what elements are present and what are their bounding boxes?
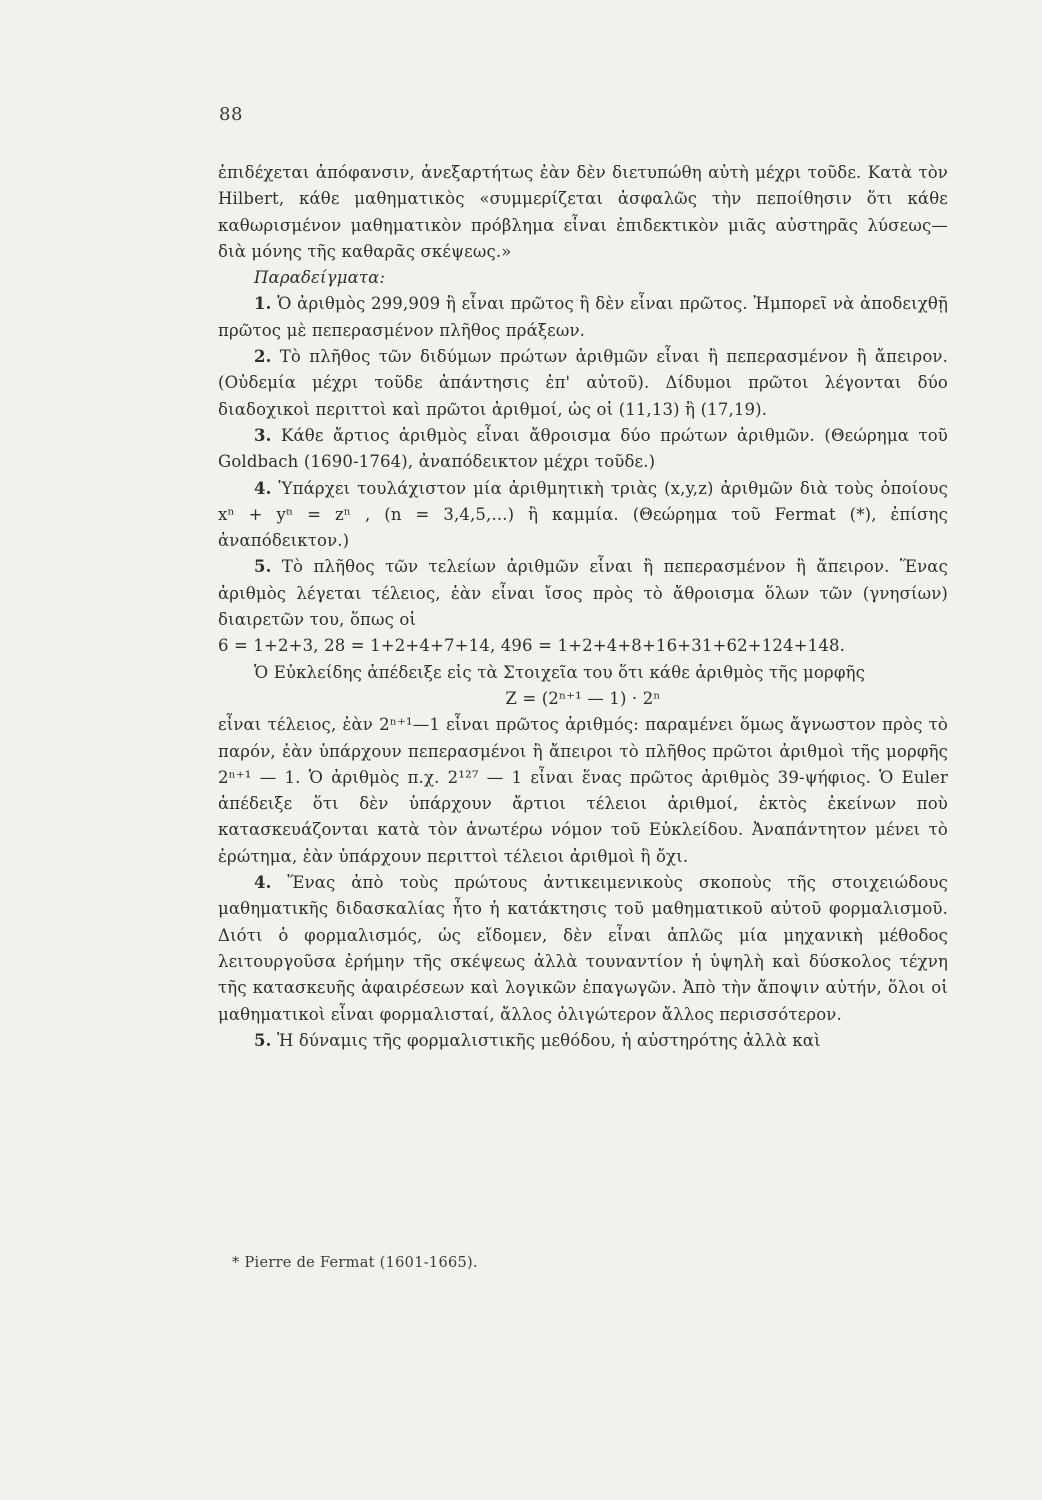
example-1-text: Ὁ ἀριθμὸς 299,909 ἢ εἶναι πρῶτος ἢ δὲν εἶναι πρῶτος. Ἠμπορεῖ νὰ ἀποδειχθῇ πρῶτος μὲ πεπερασμένον πλῆθος πράξεων. — [218, 294, 948, 340]
example-5-number: 5. — [254, 557, 272, 577]
example-5 — [218, 554, 948, 633]
section-4-text: Ἕνας ἀπὸ τοὺς πρώτους ἀντικειμενικοὺς σκοποὺς τῆς στοιχειώδους μαθηματικῆς διδασκαλίας ἦτο ἡ κατάκτησις τοῦ μαθηματικοῦ αὐτοῦ φορμαλισμοῦ. Διότι ὁ φορμαλισμός, ὡς εἴδομεν, δὲν εἶναι ἁπλῶς μία μηχανικὴ μέθοδος λειτουργοῦσα ἐρήμην τῆς σκέψεως ἀλλὰ τουναντίον ἡ ὑψηλὴ καὶ δύσκολος τέχνη τῆς κατασκευῆς ἀφαιρέσεων καὶ λογικῶν ἐπαγωγῶν. Ἀπὸ τὴν ἄποψιν αὐτήν, ὅλοι οἱ μαθηματικοὶ εἶναι φορμαλισταί, ἄλλος ὀλιγώτερον ἄλλος περισσότερον. — [218, 873, 948, 1024]
examples-heading: Παραδείγματα: — [254, 268, 386, 288]
euclid-formula: Z = (2ⁿ⁺¹ — 1) · 2ⁿ — [505, 688, 661, 708]
example-2 — [218, 344, 948, 423]
example-2-text: Τὸ πλῆθος τῶν διδύμων πρώτων ἀριθμῶν εἶναι ἢ πεπερασμένον ἢ ἄπειρον. (Οὐδεμία μέχρι τοῦδε ἀπάντησις ἐπ' αὐτοῦ). Δίδυμοι πρῶτοι λέγονται δύο διαδοχικοὶ περιττοὶ καὶ πρῶτοι ἀριθμοί, ὡς οἱ (11,13) ἢ (17,19). — [218, 347, 948, 419]
section-5 — [218, 1028, 948, 1054]
example-4-number: 4. — [254, 478, 272, 498]
section-4-number: 4. — [254, 873, 272, 893]
example-3-number: 3. — [254, 425, 272, 445]
example-1 — [218, 291, 948, 344]
euclid-intro: Ὁ Εὐκλείδης ἀπέδειξε εἰς τὰ Στοιχεῖα του ὅτι κάθε ἀριθμὸς τῆς μορφῆς — [254, 662, 865, 682]
example-1-number: 1. — [254, 294, 272, 314]
example-4-text: Ὑπάρχει τουλάχιστον μία ἀριθμητικὴ τριὰς (x,y,z) ἀριθμῶν διὰ τοὺς ὁποίους xⁿ + yⁿ = zⁿ , (n = 3,4,5,...) ἢ καμμία. (Θεώρημα τοῦ Fermat (*), ἐπίσης ἀναπόδεικτον.) — [218, 478, 948, 551]
example-3-text: Κάθε ἄρτιος ἀριθμὸς εἶναι ἄθροισμα δύο πρώτων ἀριθμῶν. (Θεώρημα τοῦ Goldbach (1690-1764), ἀναπόδεικτον μέχρι τοῦδε.) — [218, 425, 948, 472]
section-5-text: Ἡ δύναμις τῆς φορμαλιστικῆς μεθόδου, ἡ αὐστηρότης ἀλλὰ καὶ — [276, 1030, 821, 1050]
euclid-rest: εἶναι τέλειος, ἐὰν 2ⁿ⁺¹—1 εἶναι πρῶτος ἀριθμός: παραμένει ὅμως ἄγνωστον πρὸς τὸ παρόν, ἐὰν ὑπάρχουν πεπερασμένοι ἢ ἄπειροι τὸ πλῆθος πρῶτοι ἀριθμοὶ τῆς μορφῆς 2ⁿ⁺¹ — 1. Ὁ ἀριθμὸς π.χ. 2¹²⁷ — 1 εἶναι ἕνας πρῶτος ἀριθμὸς 39-ψήφιος. Ὁ Euler ἀπέδειξε ὅτι δὲν ὑπάρχουν ἄρτιοι τέλειοι ἀριθμοί, ἐκτὸς ἐκείνων ποὺ κατασκευάζονται κατὰ τὸν ἀνωτέρω νόμον τοῦ Εὐκλείδου. Ἀναπάντητον μένει τὸ ἐρώτημα, ἐὰν ὑπάρχουν περιττοὶ τέλειοι ἀριθμοὶ ἢ ὄχι. — [218, 715, 948, 866]
example-5-text: Τὸ πλῆθος τῶν τελείων ἀριθμῶν εἶναι ἢ πεπερασμένον ἢ ἄπειρον. Ἕνας ἀριθμὸς λέγεται τέλειος, ἐὰν εἶναι ἴσος πρὸς τὸ ἄθροισμα ὅλων τῶν (γνησίων) διαιρετῶν του, ὅπως οἱ — [218, 557, 948, 630]
footnote: * Pierre de Fermat (1601-1665). — [232, 1255, 478, 1271]
paragraph-hilbert: ἐπιδέχεται ἀπόφανσιν, ἀνεξαρτήτως ἐὰν δὲν διετυπώθη αὐτὴ μέχρι τοῦδε. Κατὰ τὸν Hilbert, κάθε μαθηματικὸς «συμμερίζεται ἀσφαλῶς τὴν πεποίθησιν ὅτι κάθε καθωρισμένον μαθηματικὸν πρόβλημα εἶναι ἐπιδεκτικὸν μιᾶς αὐστηρᾶς λύσεως—διὰ μόνης τῆς καθαρᾶς σκέψεως.» — [218, 163, 948, 261]
example-3 — [218, 423, 948, 476]
section-5-number: 5. — [254, 1030, 272, 1050]
example-2-number: 2. — [254, 347, 272, 367]
example-4 — [218, 476, 948, 555]
section-4 — [218, 870, 948, 1028]
page-number: 88 — [219, 104, 243, 125]
main-text — [218, 160, 948, 1054]
perfect-numbers-line: 6 = 1+2+3, 28 = 1+2+4+7+14, 496 = 1+2+4+8+16+31+62+124+148. — [218, 636, 846, 656]
